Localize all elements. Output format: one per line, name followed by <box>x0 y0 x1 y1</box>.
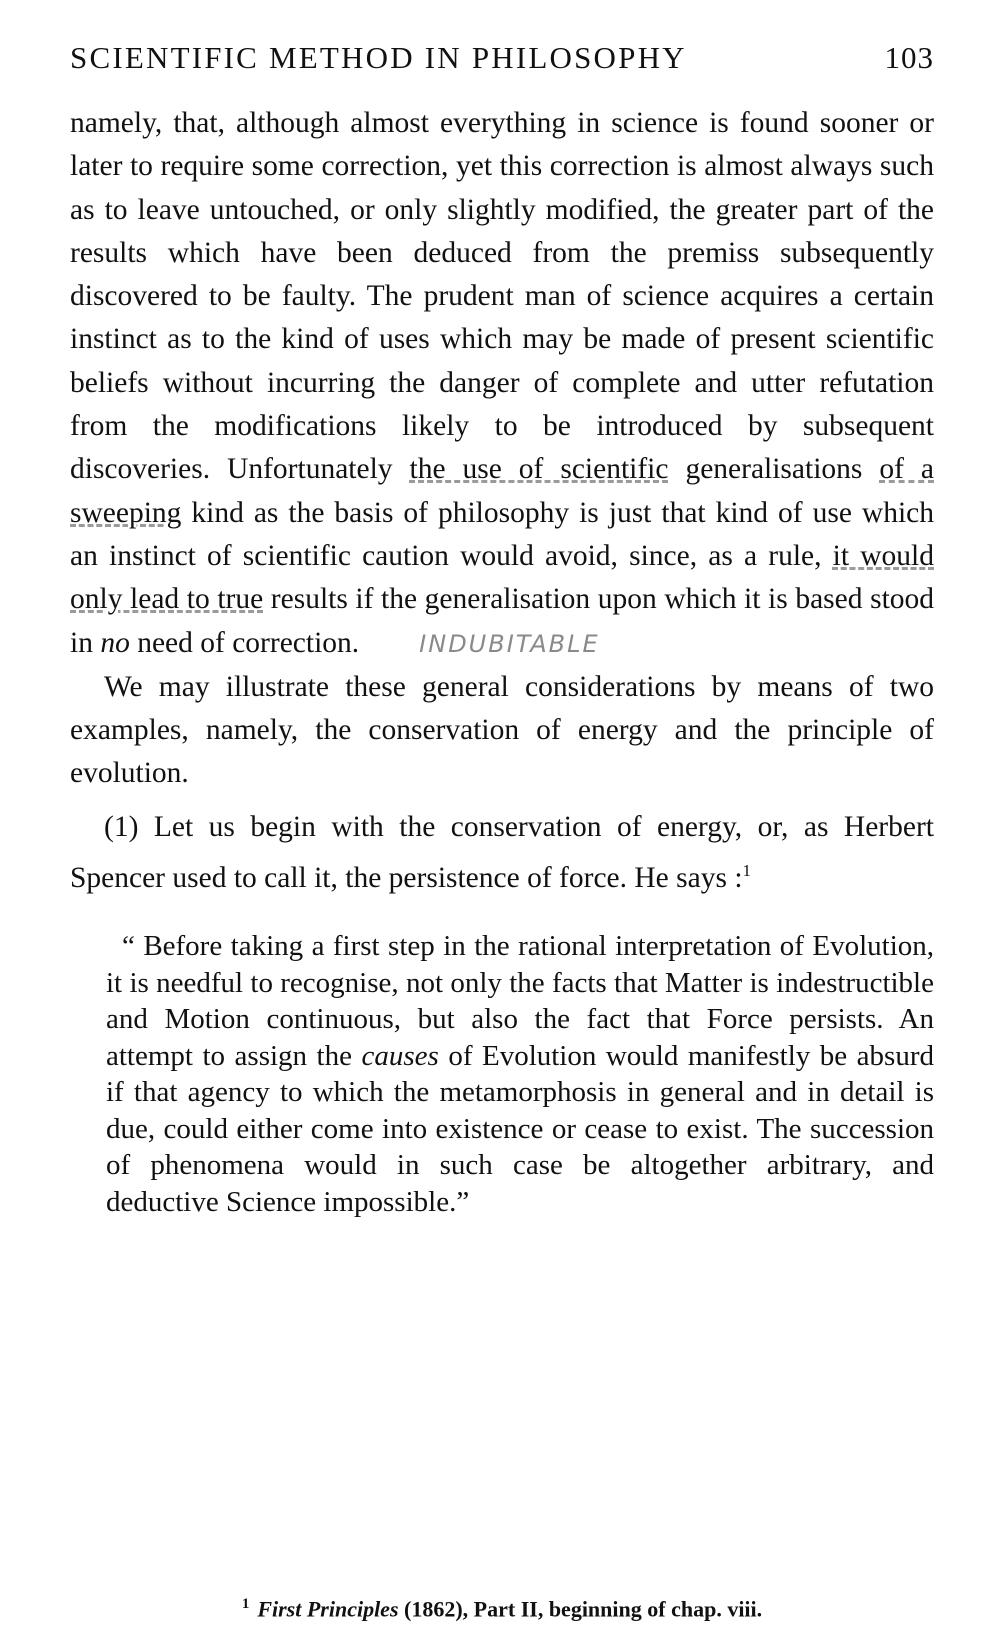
footnote-marker: 1 <box>241 1596 250 1612</box>
paragraph-1-text-a: namely, that, although almost everything in science is found sooner or later to require some correction, yet this correction is almost always such as to leave untouched, or only slightly modified, the greater part of the results which have been deduced from the premiss subsequently discovered to be faulty. The prudent man of science acquires a certain instinct as to the kind of uses which may be made of present scientific beliefs without incurring the danger of complete and utter refutation from the modifications likely to be introduced by subsequent discoveries. Unfortunately <box>70 107 934 486</box>
running-head <box>70 40 934 102</box>
paragraph-conservation <box>70 806 934 900</box>
footnote-book-title: First Principles <box>257 1596 399 1622</box>
running-head-title: SCIENTIFIC METHOD IN PHILOSOPHY <box>70 40 687 75</box>
footnote-reference: 1 <box>742 861 752 881</box>
paragraph-1-text-e: need of correction. <box>129 626 360 659</box>
paragraph-1-text-b: generalisations <box>668 453 880 486</box>
pencil-underline-1: the use of scientific <box>409 453 669 486</box>
pencil-underline-2: of a sweeping <box>70 453 934 529</box>
emphasis-causes: causes <box>361 1039 439 1072</box>
paragraph-1-text-d: results if the generalisation upon which it is based stood in <box>70 583 935 659</box>
paragraph-examples: We may illustrate these general considerations by means of two examples, namely, the conservation of energy and the principle of evolution. <box>70 670 934 790</box>
paragraph-3-text: (1) Let us begin with the conservation of energy, or, as Herbert Spencer used to call it, the persistence of force. He says : <box>70 810 934 894</box>
paragraph-1-text-c: kind as the basis of philosophy is just that kind of use which an instinct of scientific caution would avoid, since, as a rule, <box>70 496 934 572</box>
footnote <box>70 1596 934 1622</box>
block-quote <box>106 928 934 1220</box>
book-page <box>70 40 934 1220</box>
emphasis-no: no <box>100 626 130 659</box>
page-number: 103 <box>884 40 934 75</box>
handwritten-annotation: INDUBITABLE <box>419 629 600 658</box>
quote-text-a: “ Before taking a first step in the rational interpretation of Evolution, it is needful to recognise, not only the facts that Matter is indestructible and Motion continuous, but also the fact that Force persists. An attempt to assign the <box>106 930 934 1072</box>
footnote-citation: (1862), Part II, beginning of chap. viii. <box>398 1596 763 1622</box>
quote-text-b: of Evolution would manifestly be absurd if that agency to which the metamorphosis in general and in detail is due, could either come into existence or cease to exist. The succession of phenomena would in such case be altogether arbitrary, and deductive Science impossible.” <box>106 1039 934 1218</box>
pencil-underline-3: it would only lead to true <box>70 539 934 616</box>
paragraph-continuation <box>70 102 934 666</box>
